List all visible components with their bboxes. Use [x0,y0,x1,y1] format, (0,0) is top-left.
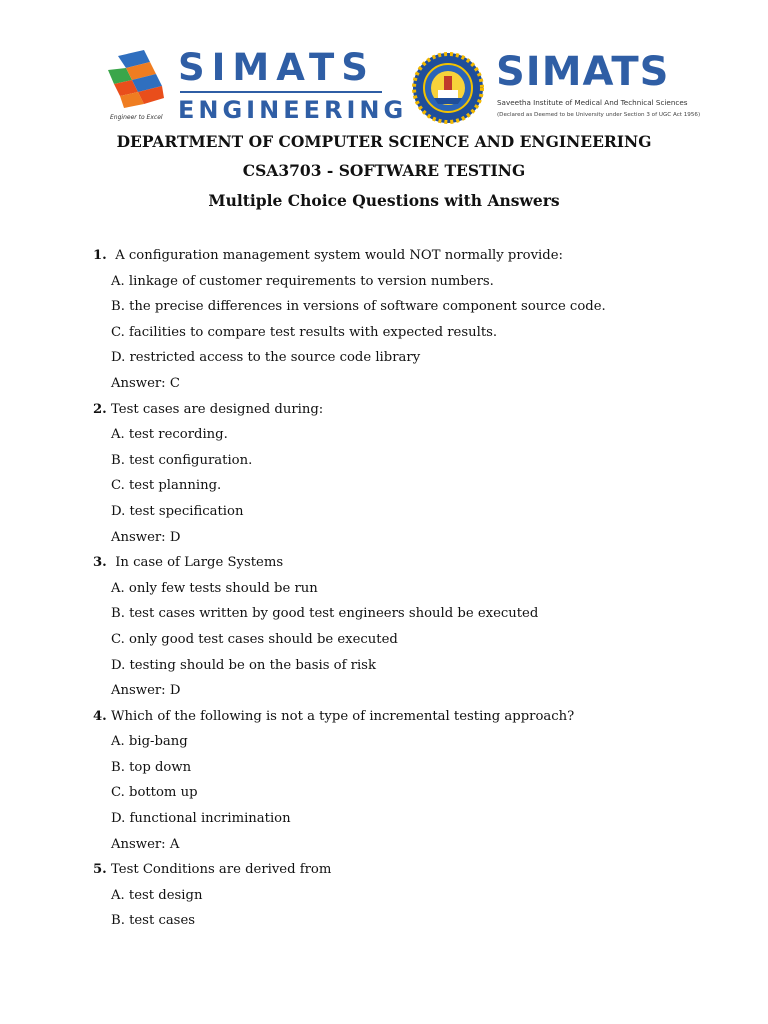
question-number: 2. [93,401,107,417]
option-b: B. the precise differences in versions of software component source code. [111,299,606,315]
question-1 [0,246,768,272]
question-number: 5. [93,862,107,878]
option-b: B. top down [111,759,192,775]
answer: Answer: D [111,529,181,545]
option-c: C. facilities to compare test results with expected results. [111,324,498,340]
brand-name-secondary: SIMATS [496,49,670,95]
university-seal-icon [410,50,486,126]
question-4 [0,707,768,733]
option-c: C. test planning. [111,478,222,494]
question-5 [0,860,768,886]
brand-name: SIMATS [178,46,375,89]
option-d: D. test specification [111,503,244,519]
option-c: C. only good test cases should be executed [111,631,398,647]
option-a: A. only few tests should be run [111,580,318,596]
question-list [0,246,768,937]
document-subtitle: Multiple Choice Questions with Answers [208,191,560,210]
option-a: A. big-bang [111,734,188,750]
simats-university-logo [410,50,700,130]
option-a: A. test recording. [111,427,228,443]
option-a: A. linkage of customer requirements to version numbers. [111,273,494,289]
answer: Answer: C [111,375,180,391]
question-text: Which of the following is not a type of incremental testing approach? [111,708,575,724]
institute-declaration: (Declared as Deemed to be University under Section 3 of UGC Act 1956) [497,112,701,118]
institute-full-name: Saveetha Institute of Medical And Technical Sciences [497,98,688,107]
question-number: 1. [93,248,107,263]
question-number: 4. [93,708,107,724]
logo-tagline: Engineer to Excel [110,114,163,121]
option-d: D. functional incrimination [111,811,291,827]
option-b: B. test cases written by good test engineers should be executed [111,606,539,622]
question-3 [0,553,768,579]
option-d: D. restricted access to the source code library [111,350,421,366]
brand-subname: ENGINEERING [178,96,408,124]
department-title: DEPARTMENT OF COMPUTER SCIENCE AND ENGINEERING [116,132,652,151]
question-number: 3. [93,555,107,571]
question-text: Test Conditions are derived from [111,862,332,878]
option-b: B. test configuration. [111,452,253,468]
question-2 [0,400,768,426]
answer: Answer: A [111,836,180,852]
course-title: CSA3703 - SOFTWARE TESTING [242,161,526,180]
answer: Answer: D [111,683,181,699]
question-text: A configuration management system would NOT normally provide: [111,248,563,263]
s-monogram-icon [104,50,166,114]
option-d: D. testing should be on the basis of risk [111,657,376,673]
option-a: A. test design [111,887,203,903]
option-b: B. test cases [111,913,196,929]
option-c: C. bottom up [111,785,198,801]
simats-engineering-logo [104,46,408,130]
brand-divider [180,91,382,93]
question-text: In case of Large Systems [111,555,284,571]
question-text: Test cases are designed during: [111,401,324,417]
